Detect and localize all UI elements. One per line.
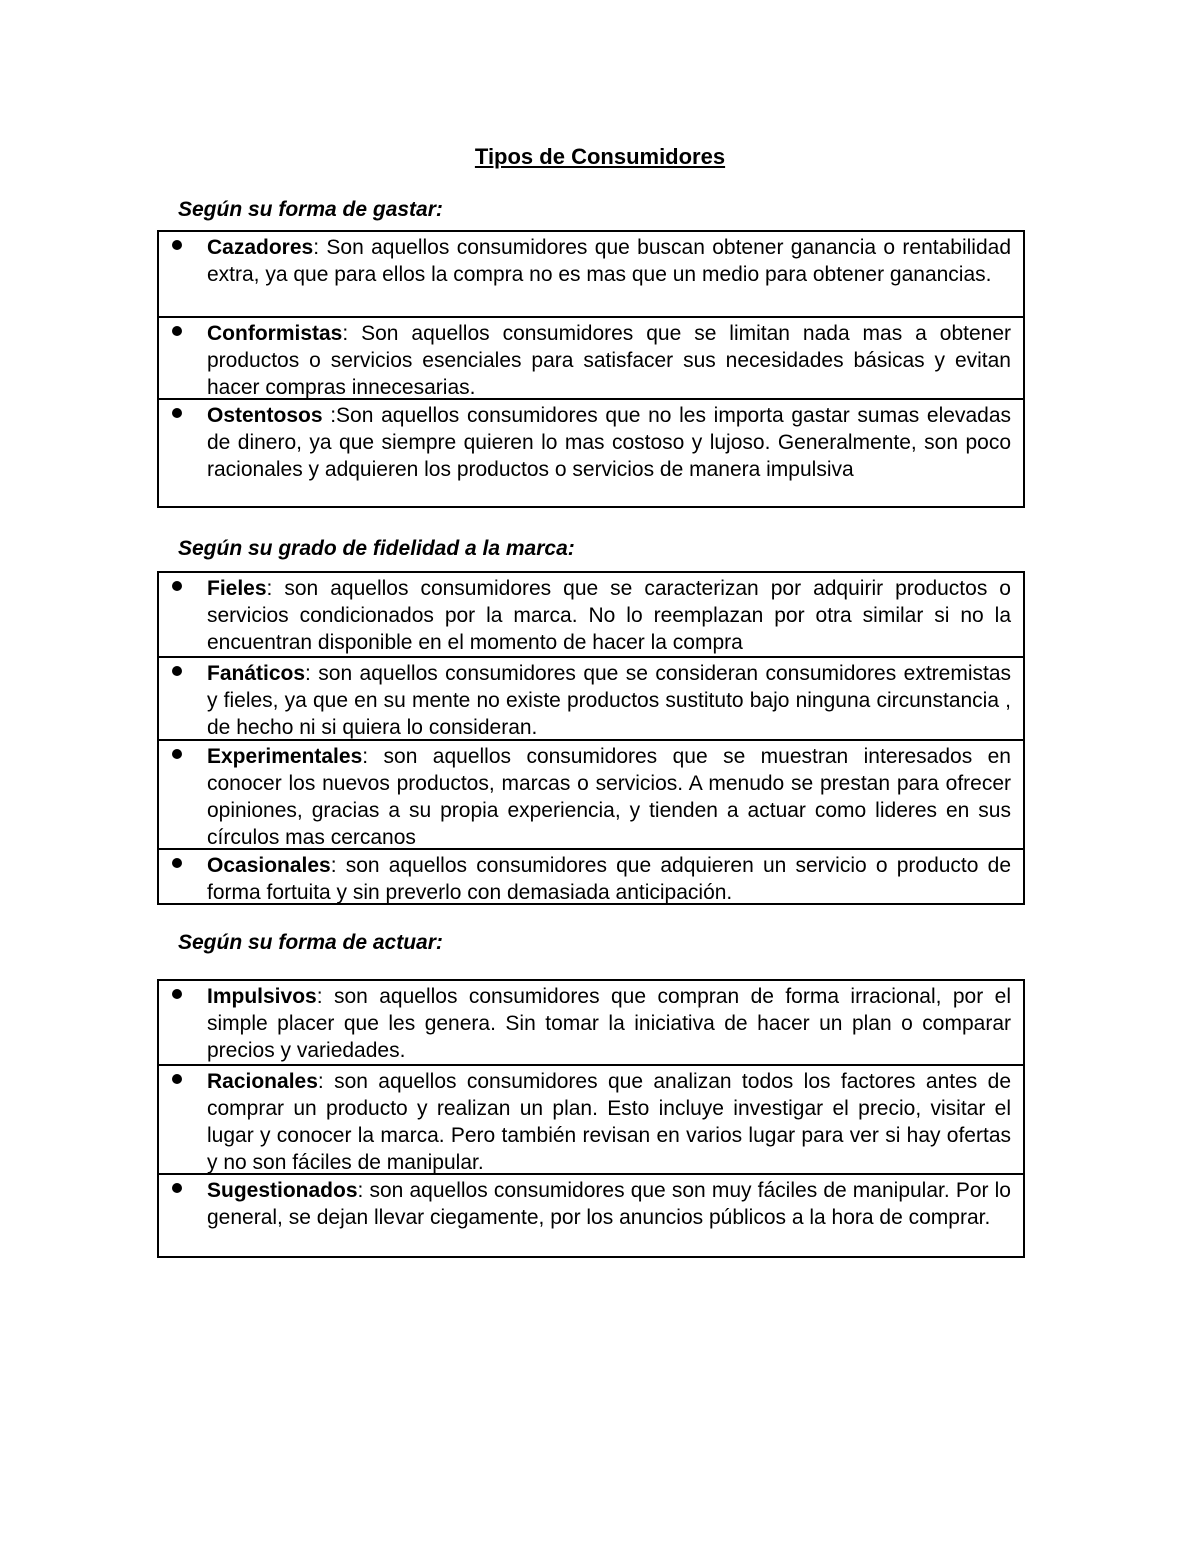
bullet-icon — [172, 666, 182, 676]
item-description: : Son aquellos consumidores que se limitan nada mas a obtener productos o servicios esenciales para satisfacer sus necesidades básicas y evitan hacer compras innecesarias. — [207, 322, 1011, 399]
list-item — [159, 656, 1023, 739]
item-term: Experimentales — [207, 745, 363, 768]
list-item — [159, 848, 1023, 903]
bullet-icon — [172, 240, 182, 250]
list-item — [159, 981, 1023, 1064]
bullet-icon — [172, 989, 182, 999]
bullet-icon — [172, 581, 182, 591]
list-item — [159, 232, 1023, 316]
section-box-gastar — [157, 230, 1025, 508]
list-item — [159, 1173, 1023, 1256]
item-description: : son aquellos consumidores que se muestran interesados en conocer los nuevos productos, marcas o servicios. A menudo se prestan para ofrecer opiniones, gracias a su propia experiencia, y tienden a actuar como lideres en sus círculos mas cercanos — [207, 745, 1011, 849]
item-term: Fanáticos — [207, 662, 306, 685]
document-title: Tipos de Consumidores — [474, 144, 726, 169]
list-item — [159, 398, 1023, 506]
section-box-actuar — [157, 979, 1025, 1258]
bullet-icon — [172, 326, 182, 336]
item-description: : son aquellos consumidores que son muy fáciles de manipular. Por lo general, se dejan llevar ciegamente, por los anuncios públicos a la hora de comprar. — [207, 1179, 1011, 1229]
item-description: : son aquellos consumidores que se consideran consumidores extremistas y fieles, ya que en su mente no existe productos sustituto bajo ninguna circunstancia , de hecho ni si quiera lo consideran. — [207, 662, 1011, 739]
list-item — [159, 573, 1023, 656]
bullet-icon — [172, 858, 182, 868]
item-term: Ocasionales — [207, 854, 331, 877]
item-term: Conformistas — [207, 322, 343, 345]
list-item — [159, 1064, 1023, 1173]
section-heading-fidelidad: Según su grado de fidelidad a la marca: — [178, 537, 575, 560]
item-description: : son aquellos consumidores que analizan todos los factores antes de comprar un producto y realizan un plan. Esto incluye investigar el precio, visitar el lugar y conocer la marca. Pero también revisan en varios lugar para ver si hay ofertas y no son fáciles de manipular. — [207, 1070, 1011, 1174]
item-description: : son aquellos consumidores que se caracterizan por adquirir productos o servicios condicionados por la marca. No lo reemplazan por otra similar si no la encuentran disponible en el momento de hacer la compra — [207, 577, 1011, 654]
item-description: : son aquellos consumidores que adquieren un servicio o producto de forma fortuita y sin preverlo con demasiada anticipación. — [207, 854, 1011, 904]
item-description: : Son aquellos consumidores que buscan obtener ganancia o rentabilidad extra, ya que para ellos la compra no es mas que un medio para obtener ganancias. — [207, 236, 1011, 286]
item-term: Sugestionados — [207, 1179, 358, 1202]
item-term: Impulsivos — [207, 985, 317, 1008]
section-heading-actuar: Según su forma de actuar: — [178, 931, 443, 954]
item-term: Racionales — [207, 1070, 318, 1093]
bullet-icon — [172, 408, 182, 418]
item-term: Cazadores — [207, 236, 314, 259]
section-heading-gastar: Según su forma de gastar: — [178, 198, 443, 221]
item-description: : son aquellos consumidores que compran de forma irracional, por el simple placer que les genera. Sin tomar la iniciativa de hacer un plan o comparar precios y variedades. — [207, 985, 1011, 1062]
list-item — [159, 316, 1023, 398]
item-term: Fieles — [207, 577, 267, 600]
bullet-icon — [172, 749, 182, 759]
bullet-icon — [172, 1074, 182, 1084]
list-item — [159, 739, 1023, 848]
section-box-fidelidad — [157, 571, 1025, 905]
item-description: :Son aquellos consumidores que no les importa gastar sumas elevadas de dinero, ya que siempre quieren lo mas costoso y lujoso. Generalmente, son poco racionales y adquieren los productos o servicios de manera impulsiva — [207, 404, 1011, 481]
bullet-icon — [172, 1183, 182, 1193]
item-term: Ostentosos — [207, 404, 323, 427]
